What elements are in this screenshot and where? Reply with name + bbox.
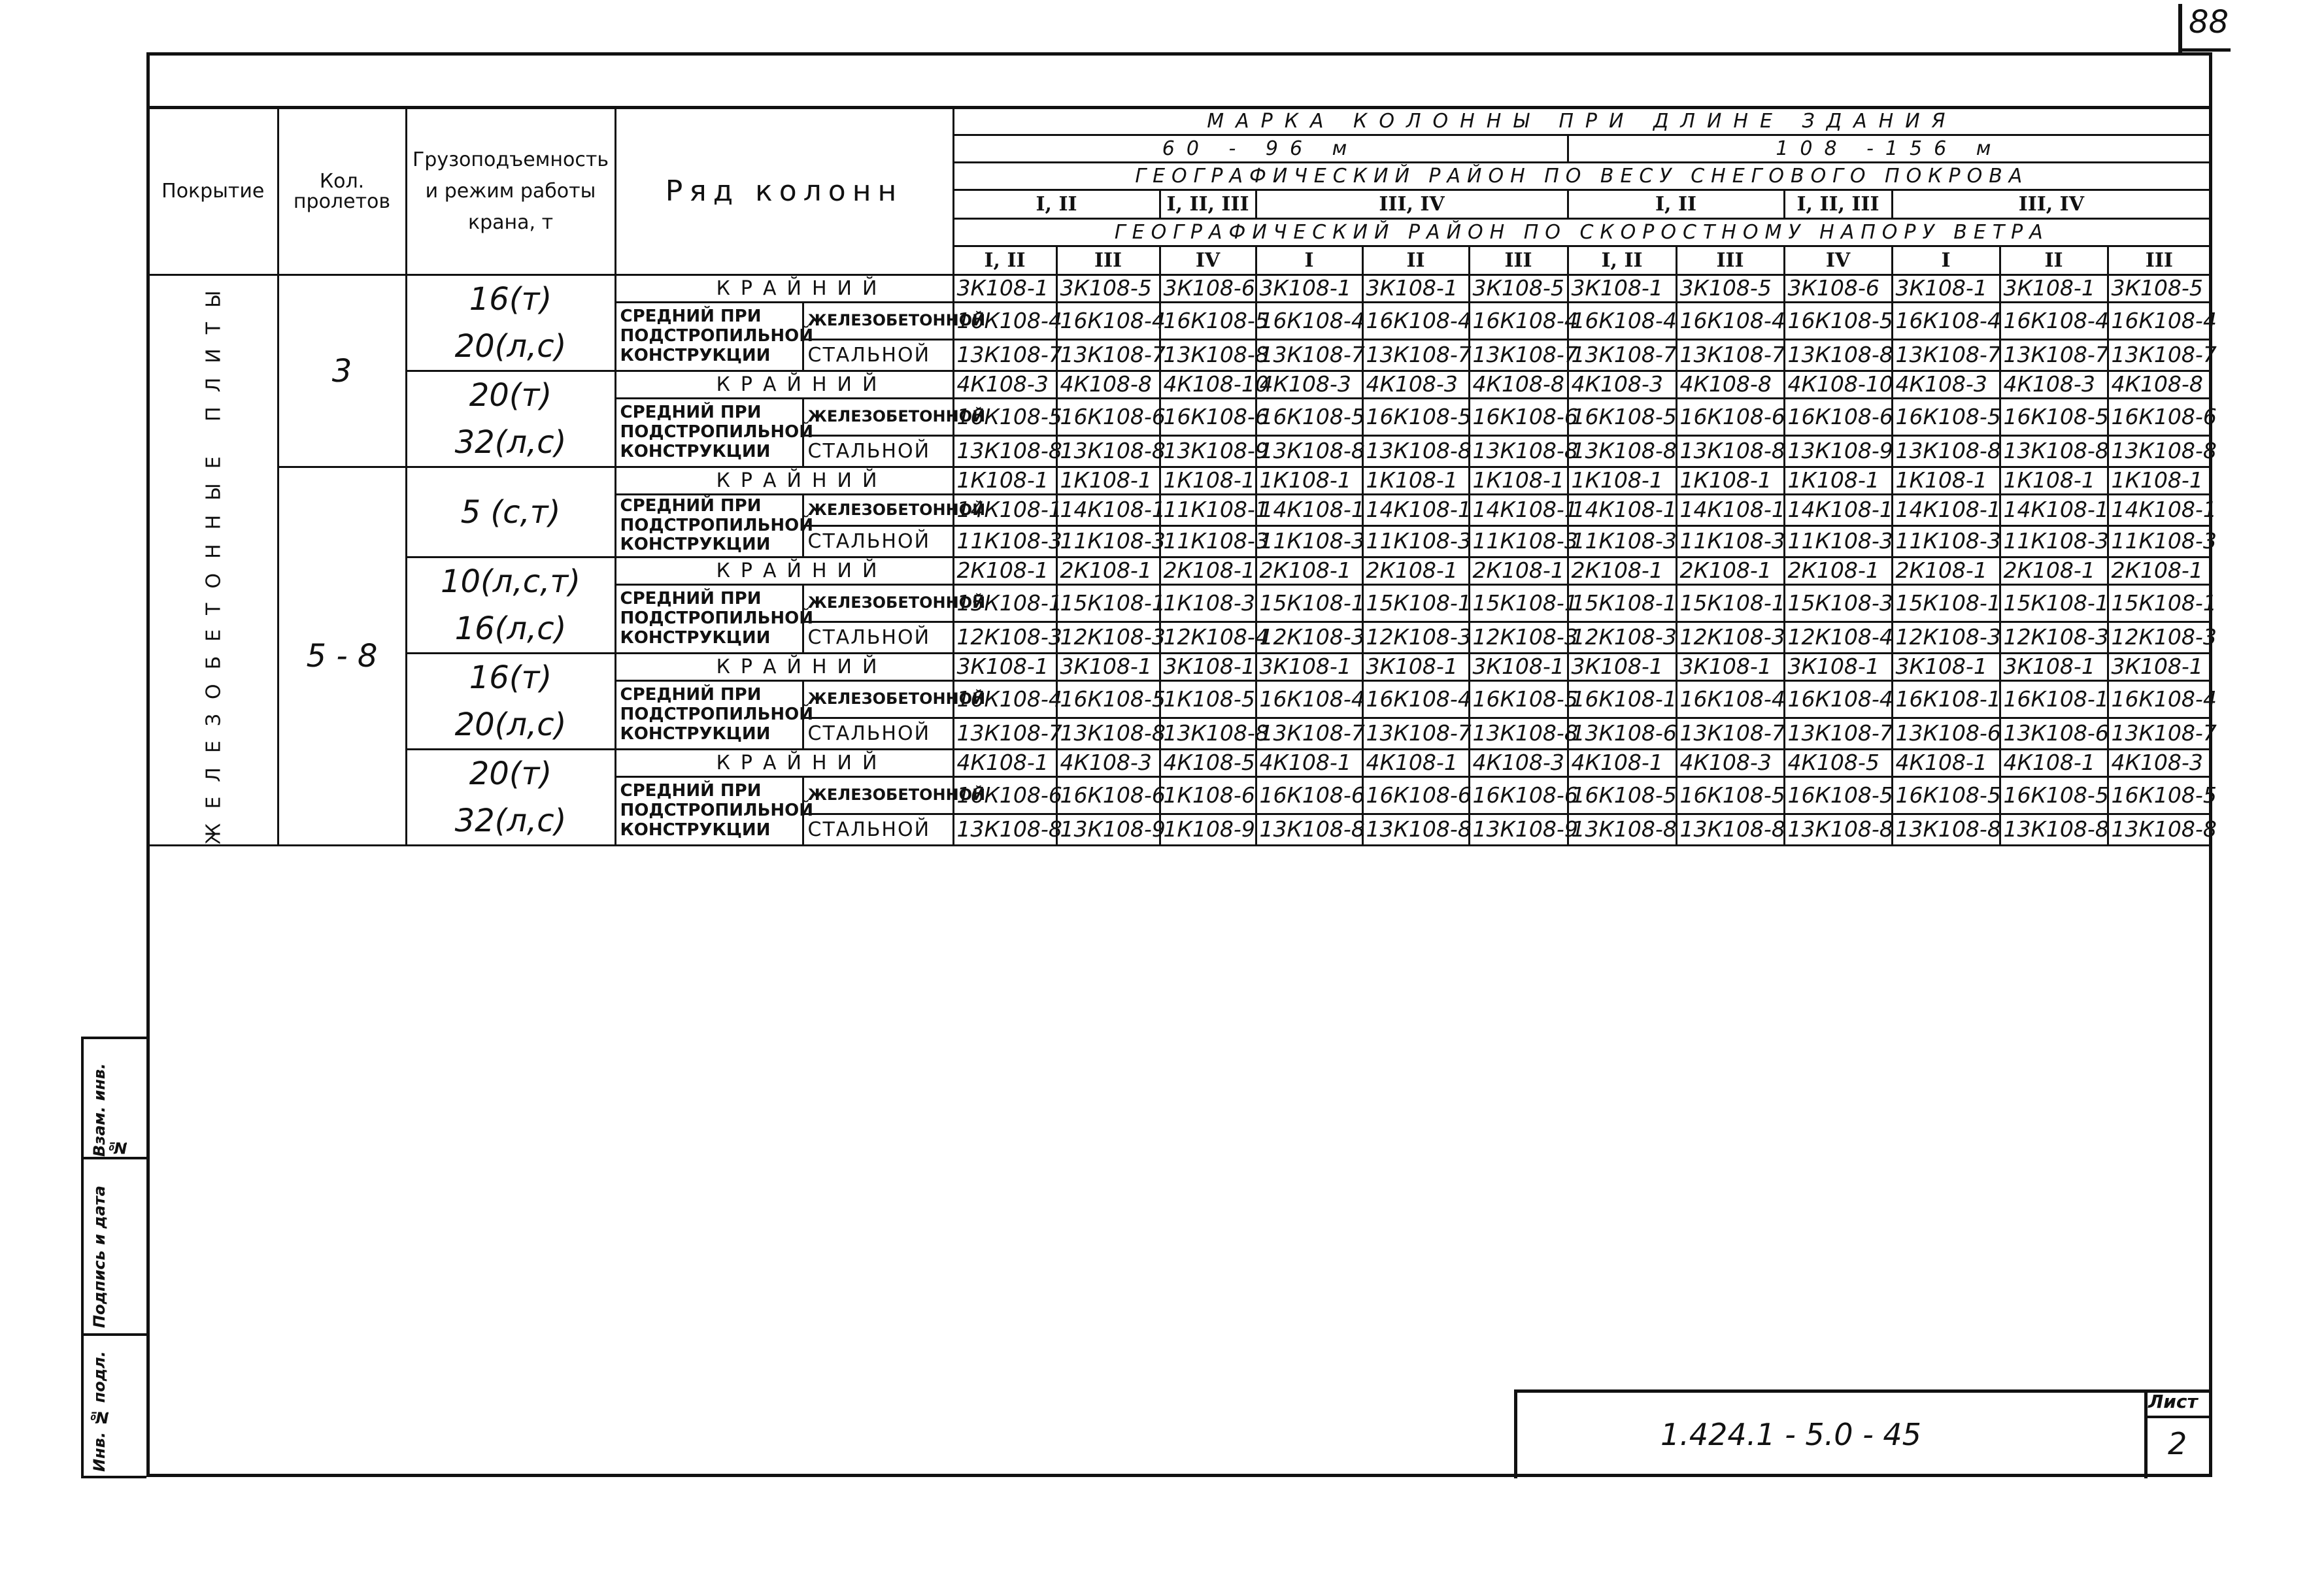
column-mark-cell: 13К108-8 <box>1160 718 1256 750</box>
column-mark-cell: 16К108-1 <box>1568 681 1676 718</box>
column-mark-cell: 2К108-1 <box>1892 557 2000 585</box>
table-row <box>149 371 2210 399</box>
side-stamp-inventory: Инв. № подл. <box>90 1351 109 1472</box>
column-mark-cell: 3К108-1 <box>1568 654 1676 681</box>
column-mark-cell: 2К108-1 <box>1469 557 1568 585</box>
column-mark-cell: 13К108-8 <box>1784 340 1892 371</box>
header-covering: Покрытие <box>149 108 278 275</box>
column-mark-cell: 13К108-8 <box>953 814 1056 846</box>
column-mark-cell: 12К108-3 <box>1469 622 1568 654</box>
column-mark-cell: 15К108-3 <box>1784 585 1892 622</box>
column-mark-cell: 12К108-3 <box>1256 622 1362 654</box>
header-length-b: 108 -156 м <box>1568 135 2210 163</box>
column-mark-cell: 4К108-3 <box>953 371 1056 399</box>
column-mark-cell: 14К108-1 <box>1784 495 1892 526</box>
column-mark-cell: 14К108-1 <box>1892 495 2000 526</box>
column-mark-cell: 3К108-1 <box>1892 275 2000 303</box>
column-mark-cell: 11К108-3 <box>1160 526 1256 557</box>
column-mark-cell: 13К108-7 <box>1362 340 1469 371</box>
truss-steel-label: СТАЛЬНОЙ <box>803 436 953 467</box>
column-mark-cell: 16К108-5 <box>1568 777 1676 814</box>
table-row <box>149 654 2210 681</box>
column-mark-cell: 16К108-5 <box>1784 777 1892 814</box>
column-mark-cell: 13К108-8 <box>1056 436 1160 467</box>
column-mark-cell: 11К108-3 <box>953 526 1056 557</box>
wind-column-header: III <box>1469 246 1568 275</box>
column-mark-cell: 11К108-3 <box>1676 526 1784 557</box>
table-row <box>149 750 2210 777</box>
truss-rc-label: ЖЕЛЕЗОБЕТОННОЙ <box>803 585 953 622</box>
snow-group-header: I, II, III <box>1160 190 1256 219</box>
table-row <box>149 275 2210 303</box>
column-mark-cell: 1К108-5 <box>1160 681 1256 718</box>
table-row <box>149 467 2210 495</box>
column-mark-cell: 3К108-5 <box>1469 275 1568 303</box>
column-mark-cell: 13К108-7 <box>953 718 1056 750</box>
column-mark-cell: 3К108-1 <box>1676 654 1784 681</box>
column-mark-cell: 16К108-6 <box>1676 399 1784 436</box>
column-mark-cell: 11К108-3 <box>1469 526 1568 557</box>
column-mark-cell: 16К108-6 <box>1056 777 1160 814</box>
column-mark-cell: 3К108-1 <box>2000 275 2108 303</box>
column-mark-cell: 1К108-3 <box>1160 585 1256 622</box>
column-mark-cell: 13К108-7 <box>2108 718 2210 750</box>
column-mark-cell: 16К108-1 <box>2000 681 2108 718</box>
column-mark-cell: 3К108-1 <box>1892 654 2000 681</box>
column-mark-cell: 16К108-5 <box>1784 303 1892 340</box>
column-mark-cell: 1К108-1 <box>1056 467 1160 495</box>
column-mark-cell: 4К108-5 <box>1784 750 1892 777</box>
column-mark-cell: 15К108-1 <box>1056 585 1160 622</box>
column-mark-cell: 13К108-7 <box>2000 340 2108 371</box>
column-mark-cell: 13К108-9 <box>1160 436 1256 467</box>
column-mark-cell: 16К108-4 <box>1256 303 1362 340</box>
column-mark-cell: 12К108-3 <box>1568 622 1676 654</box>
column-mark-cell: 16К108-5 <box>953 399 1056 436</box>
page-number-rule <box>2178 4 2182 52</box>
column-mark-cell: 13К108-6 <box>1568 718 1676 750</box>
crane-capacity: 5 (с,т) <box>406 467 615 557</box>
span-count: 3 <box>278 275 406 467</box>
side-stamp-divider <box>84 1333 146 1336</box>
column-mark-cell: 1К108-1 <box>1256 467 1362 495</box>
column-mark-cell: 16К108-5 <box>1892 399 2000 436</box>
row-middle-label: СРЕДНИЙ ПРИ ПОДСТРОПИЛЬНОЙ КОНСТРУКЦИИ <box>615 399 803 467</box>
column-mark-cell: 16К108-6 <box>1469 399 1568 436</box>
column-mark-cell: 16К108-6 <box>1160 399 1256 436</box>
column-mark-cell: 16К108-4 <box>1469 303 1568 340</box>
column-mark-cell: 3К108-1 <box>2000 654 2108 681</box>
column-mark-cell: 3К108-1 <box>1256 275 1362 303</box>
column-mark-cell: 4К108-10 <box>1160 371 1256 399</box>
column-mark-cell: 13К108-8 <box>1784 814 1892 846</box>
column-mark-cell: 15К108-1 <box>953 585 1056 622</box>
column-mark-cell: 15К108-1 <box>1676 585 1784 622</box>
column-mark-cell: 16К108-6 <box>1362 777 1469 814</box>
column-mark-cell: 1К108-1 <box>1160 467 1256 495</box>
column-mark-cell: 14К108-1 <box>2000 495 2108 526</box>
column-mark-cell: 12К108-4 <box>1160 622 1256 654</box>
page-number-underline <box>2178 48 2231 52</box>
column-mark-cell: 12К108-3 <box>953 622 1056 654</box>
column-mark-cell: 11К108-3 <box>1568 526 1676 557</box>
column-mark-cell: 16К108-6 <box>1056 399 1160 436</box>
column-mark-cell: 4К108-1 <box>1256 750 1362 777</box>
truss-rc-label: ЖЕЛЕЗОБЕТОННОЙ <box>803 399 953 436</box>
column-mark-cell: 16К108-1 <box>1892 681 2000 718</box>
column-mark-cell: 13К108-8 <box>2108 436 2210 467</box>
column-mark-cell: 1К108-1 <box>2108 467 2210 495</box>
column-mark-cell: 14К108-1 <box>1256 495 1362 526</box>
column-mark-cell: 4К108-8 <box>1676 371 1784 399</box>
column-mark-cell: 11К108-1 <box>1160 495 1256 526</box>
column-mark-cell: 14К108-1 <box>1568 495 1676 526</box>
column-mark-cell: 16К108-5 <box>2000 399 2108 436</box>
column-mark-cell: 4К108-3 <box>1056 750 1160 777</box>
column-mark-cell: 4К108-8 <box>1056 371 1160 399</box>
truss-steel-label: СТАЛЬНОЙ <box>803 526 953 557</box>
column-mark-cell: 13К108-7 <box>1362 718 1469 750</box>
column-mark-cell: 2К108-1 <box>1568 557 1676 585</box>
column-mark-cell: 4К108-5 <box>1160 750 1256 777</box>
column-mark-cell: 15К108-1 <box>2000 585 2108 622</box>
column-mark-cell: 13К108-8 <box>1676 814 1784 846</box>
row-middle-label: СРЕДНИЙ ПРИ ПОДСТРОПИЛЬНОЙ КОНСТРУКЦИИ <box>615 681 803 750</box>
column-mark-cell: 13К108-8 <box>1056 718 1160 750</box>
column-mark-cell: 12К108-3 <box>1676 622 1784 654</box>
row-edge-label: КРАЙНИЙ <box>615 467 953 495</box>
column-mark-cell: 3К108-1 <box>1568 275 1676 303</box>
column-mark-cell: 13К108-7 <box>1892 340 2000 371</box>
column-mark-cell: 14К108-1 <box>1676 495 1784 526</box>
column-mark-cell: 12К108-3 <box>2000 622 2108 654</box>
column-mark-cell: 4К108-3 <box>2108 750 2210 777</box>
column-mark-cell: 16К108-4 <box>1892 303 2000 340</box>
header-snow-region: ГЕОГРАФИЧЕСКИЙ РАЙОН ПО ВЕСУ СНЕГОВОГО ПОКРОВА <box>953 163 2210 190</box>
row-middle-label: СРЕДНИЙ ПРИ ПОДСТРОПИЛЬНОЙ КОНСТРУКЦИИ <box>615 777 803 846</box>
span-count: 5 - 8 <box>278 467 406 846</box>
column-mark-cell: 2К108-1 <box>953 557 1056 585</box>
column-mark-cell: 13К108-7 <box>1568 340 1676 371</box>
header-column-mark: МАРКА КОЛОННЫ ПРИ ДЛИНЕ ЗДАНИЯ <box>953 108 2210 135</box>
column-mark-cell: 2К108-1 <box>2108 557 2210 585</box>
truss-steel-label: СТАЛЬНОЙ <box>803 718 953 750</box>
column-mark-cell: 11К108-3 <box>1056 526 1160 557</box>
snow-group-header: I, II <box>953 190 1160 219</box>
column-mark-cell: 16К108-5 <box>1568 399 1676 436</box>
column-mark-cell: 16К108-5 <box>1362 399 1469 436</box>
row-edge-label: КРАЙНИЙ <box>615 654 953 681</box>
column-mark-cell: 13К108-7 <box>2108 340 2210 371</box>
crane-capacity: 20(т) 32(л,с) <box>406 750 615 846</box>
column-mark-cell: 3К108-1 <box>1362 654 1469 681</box>
column-mark-cell: 16К108-4 <box>1056 303 1160 340</box>
column-mark-cell: 2К108-1 <box>1256 557 1362 585</box>
column-mark-cell: 13К108-8 <box>1892 814 2000 846</box>
truss-rc-label: ЖЕЛЕЗОБЕТОННОЙ <box>803 495 953 526</box>
row-edge-label: КРАЙНИЙ <box>615 557 953 585</box>
column-mark-cell: 4К108-3 <box>1469 750 1568 777</box>
covering-label: ЖЕЛЕЗОБЕТОННЫЕ ПЛИТЫ <box>149 275 278 846</box>
column-mark-cell: 4К108-3 <box>1892 371 2000 399</box>
column-mark-cell: 15К108-1 <box>2108 585 2210 622</box>
row-edge-label: КРАЙНИЙ <box>615 275 953 303</box>
column-mark-cell: 12К108-3 <box>1362 622 1469 654</box>
column-mark-cell: 1К108-1 <box>1784 467 1892 495</box>
column-mark-cell: 13К108-7 <box>953 340 1056 371</box>
table-row <box>149 557 2210 585</box>
column-mark-cell: 14К108-1 <box>1056 495 1160 526</box>
column-mark-cell: 3К108-6 <box>1784 275 1892 303</box>
truss-rc-label: ЖЕЛЕЗОБЕТОННОЙ <box>803 303 953 340</box>
wind-column-header: I <box>1892 246 2000 275</box>
column-mark-cell: 4К108-10 <box>1784 371 1892 399</box>
header-wind-region: ГЕОГРАФИЧЕСКИЙ РАЙОН ПО СКОРОСТНОМУ НАПОРУ ВЕТРА <box>953 219 2210 246</box>
column-mark-cell: 14К108-1 <box>953 495 1056 526</box>
column-mark-cell: 16К108-6 <box>1784 399 1892 436</box>
column-mark-cell: 16К108-5 <box>2000 777 2108 814</box>
row-middle-label: СРЕДНИЙ ПРИ ПОДСТРОПИЛЬНОЙ КОНСТРУКЦИИ <box>615 303 803 371</box>
column-mark-cell: 16К108-5 <box>1469 681 1568 718</box>
row-middle-label: СРЕДНИЙ ПРИ ПОДСТРОПИЛЬНОЙ КОНСТРУКЦИИ <box>615 495 803 557</box>
column-mark-cell: 16К108-4 <box>2108 303 2210 340</box>
column-mark-cell: 3К108-1 <box>1160 654 1256 681</box>
column-mark-cell: 13К108-8 <box>1160 340 1256 371</box>
column-mark-cell: 13К108-8 <box>2000 436 2108 467</box>
column-mark-cell: 13К108-8 <box>1892 436 2000 467</box>
column-mark-cell: 3К108-1 <box>953 275 1056 303</box>
snow-group-header: I, II <box>1568 190 1784 219</box>
column-mark-cell: 13К108-7 <box>1256 340 1362 371</box>
column-mark-cell: 13К108-6 <box>1892 718 2000 750</box>
column-mark-cell: 14К108-1 <box>1362 495 1469 526</box>
column-mark-cell: 16К108-4 <box>1676 681 1784 718</box>
row-middle-label: СРЕДНИЙ ПРИ ПОДСТРОПИЛЬНОЙ КОНСТРУКЦИИ <box>615 585 803 654</box>
column-mark-cell: 12К108-3 <box>2108 622 2210 654</box>
column-mark-cell: 1К108-1 <box>1362 467 1469 495</box>
page-number: 88 <box>2189 4 2229 41</box>
snow-group-header: I, II, III <box>1784 190 1892 219</box>
column-mark-cell: 16К108-5 <box>1160 303 1256 340</box>
column-mark-cell: 13К108-8 <box>2000 814 2108 846</box>
column-mark-cell: 3К108-1 <box>953 654 1056 681</box>
column-mark-cell: 16К108-4 <box>1362 681 1469 718</box>
column-mark-cell: 12К108-3 <box>1892 622 2000 654</box>
column-mark-cell: 13К108-8 <box>1362 436 1469 467</box>
document-code: 1.424.1 - 5.0 - 45 <box>1660 1417 1921 1452</box>
truss-rc-label: ЖЕЛЕЗОБЕТОННОЙ <box>803 681 953 718</box>
column-mark-cell: 13К108-8 <box>1568 814 1676 846</box>
crane-capacity: 16(т) 20(л,с) <box>406 275 615 371</box>
column-mark-cell: 4К108-1 <box>2000 750 2108 777</box>
crane-capacity: 10(л,с,т) 16(л,с) <box>406 557 615 654</box>
column-mark-cell: 3К108-1 <box>1362 275 1469 303</box>
column-mark-cell: 1К108-1 <box>1469 467 1568 495</box>
column-mark-cell: 4К108-8 <box>2108 371 2210 399</box>
column-mark-cell: 16К108-5 <box>2108 777 2210 814</box>
column-mark-cell: 3К108-1 <box>1056 654 1160 681</box>
column-mark-cell: 13К108-8 <box>1362 814 1469 846</box>
column-mark-cell: 3К108-5 <box>1056 275 1160 303</box>
truss-steel-label: СТАЛЬНОЙ <box>803 340 953 371</box>
column-mark-cell: 13К108-6 <box>2000 718 2108 750</box>
sheet-box-divider <box>2144 1416 2212 1418</box>
wind-column-header: III <box>1676 246 1784 275</box>
column-mark-cell: 1К108-1 <box>2000 467 2108 495</box>
column-mark-cell: 2К108-1 <box>2000 557 2108 585</box>
column-mark-cell: 4К108-3 <box>1568 371 1676 399</box>
column-mark-cell: 13К108-7 <box>1256 718 1362 750</box>
side-stamp-replacement: Взам. инв. № <box>90 1063 127 1157</box>
column-mark-cell: 13К108-8 <box>1256 814 1362 846</box>
row-edge-label: КРАЙНИЙ <box>615 371 953 399</box>
column-mark-cell: 11К108-3 <box>1892 526 2000 557</box>
snow-group-header: III, IV <box>1892 190 2210 219</box>
column-mark-cell: 16К108-6 <box>1256 777 1362 814</box>
column-mark-cell: 11К108-3 <box>2108 526 2210 557</box>
column-mark-cell: 2К108-1 <box>1784 557 1892 585</box>
column-mark-cell: 13К108-7 <box>1784 718 1892 750</box>
side-stamp <box>81 1037 146 1478</box>
column-mark-cell: 4К108-3 <box>1676 750 1784 777</box>
header-length-a: 60 - 96 м <box>953 135 1568 163</box>
column-mark-cell: 1К108-6 <box>1160 777 1256 814</box>
truss-steel-label: СТАЛЬНОЙ <box>803 622 953 654</box>
column-mark-cell: 15К108-1 <box>1568 585 1676 622</box>
wind-column-header: III <box>2108 246 2210 275</box>
column-mark-cell: 3К108-6 <box>1160 275 1256 303</box>
column-mark-table <box>149 106 2217 846</box>
column-mark-cell: 15К108-1 <box>1892 585 2000 622</box>
column-mark-cell: 3К108-1 <box>1469 654 1568 681</box>
column-mark-cell: 16К108-6 <box>1469 777 1568 814</box>
column-mark-cell: 14К108-1 <box>1469 495 1568 526</box>
column-mark-cell: 2К108-1 <box>1676 557 1784 585</box>
column-mark-cell: 3К108-5 <box>1676 275 1784 303</box>
column-mark-cell: 16К108-4 <box>2000 303 2108 340</box>
column-mark-cell: 4К108-3 <box>2000 371 2108 399</box>
column-mark-cell: 12К108-3 <box>1056 622 1160 654</box>
column-mark-cell: 13К108-9 <box>1469 814 1568 846</box>
column-mark-cell: 13К108-9 <box>1056 814 1160 846</box>
column-mark-cell: 13К108-8 <box>953 436 1056 467</box>
column-mark-cell: 16К108-5 <box>1892 777 2000 814</box>
wind-column-header: II <box>2000 246 2108 275</box>
column-mark-cell: 1К108-1 <box>1568 467 1676 495</box>
column-mark-cell: 16К108-5 <box>1256 399 1362 436</box>
column-mark-cell: 3К108-1 <box>1256 654 1362 681</box>
side-stamp-signature: Подпись и дата <box>90 1186 109 1328</box>
column-mark-cell: 11К108-3 <box>1784 526 1892 557</box>
column-mark-cell: 15К108-1 <box>1469 585 1568 622</box>
column-mark-cell: 11К108-3 <box>1256 526 1362 557</box>
column-mark-cell: 3К108-1 <box>2108 654 2210 681</box>
column-mark-cell: 4К108-1 <box>1568 750 1676 777</box>
column-mark-cell: 4К108-1 <box>1362 750 1469 777</box>
column-mark-cell: 11К108-3 <box>1362 526 1469 557</box>
column-mark-cell: 13К108-7 <box>1056 340 1160 371</box>
truss-rc-label: ЖЕЛЕЗОБЕТОННОЙ <box>803 777 953 814</box>
wind-column-header: I, II <box>1568 246 1676 275</box>
column-mark-cell: 13К108-8 <box>1469 436 1568 467</box>
column-mark-cell: 13К108-7 <box>1469 340 1568 371</box>
header-spans-count: Кол. пролетов <box>278 108 406 275</box>
column-mark-cell: 3К108-5 <box>2108 275 2210 303</box>
wind-column-header: IV <box>1160 246 1256 275</box>
header-column-row: Ряд колонн <box>615 108 953 275</box>
column-mark-cell: 13К108-8 <box>2108 814 2210 846</box>
column-mark-cell: 16К108-4 <box>953 303 1056 340</box>
column-mark-cell: 16К108-6 <box>953 777 1056 814</box>
column-mark-cell: 4К108-3 <box>1256 371 1362 399</box>
column-mark-cell: 16К108-4 <box>1362 303 1469 340</box>
sheet-label: Лист <box>2148 1391 2198 1412</box>
truss-steel-label: СТАЛЬНОЙ <box>803 814 953 846</box>
column-mark-cell: 16К108-4 <box>1568 303 1676 340</box>
row-edge-label: КРАЙНИЙ <box>615 750 953 777</box>
column-mark-cell: 16К108-5 <box>1056 681 1160 718</box>
column-mark-cell: 1К108-1 <box>1676 467 1784 495</box>
sheet-number: 2 <box>2168 1426 2187 1461</box>
wind-column-header: I <box>1256 246 1362 275</box>
crane-capacity: 20(т) 32(л,с) <box>406 371 615 467</box>
column-mark-cell: 16К108-4 <box>1784 681 1892 718</box>
side-stamp-divider <box>84 1157 146 1159</box>
column-mark-cell: 14К108-1 <box>2108 495 2210 526</box>
column-mark-cell: 16К108-4 <box>2108 681 2210 718</box>
column-mark-cell: 12К108-4 <box>1784 622 1892 654</box>
column-mark-cell: 16К108-6 <box>2108 399 2210 436</box>
column-mark-cell: 1К108-1 <box>1892 467 2000 495</box>
wind-column-header: II <box>1362 246 1469 275</box>
wind-column-header: I, II <box>953 246 1056 275</box>
snow-group-header: III, IV <box>1256 190 1568 219</box>
column-mark-cell: 4К108-3 <box>1362 371 1469 399</box>
column-mark-cell: 16К108-4 <box>953 681 1056 718</box>
column-mark-cell: 4К108-1 <box>1892 750 2000 777</box>
column-mark-cell: 2К108-1 <box>1056 557 1160 585</box>
column-mark-cell: 1К108-1 <box>953 467 1056 495</box>
column-mark-cell: 16К108-5 <box>1676 777 1784 814</box>
wind-column-header: IV <box>1784 246 1892 275</box>
column-mark-cell: 2К108-1 <box>1160 557 1256 585</box>
column-mark-cell: 2К108-1 <box>1362 557 1469 585</box>
column-mark-cell: 13К108-8 <box>1676 436 1784 467</box>
column-mark-cell: 13К108-7 <box>1676 340 1784 371</box>
column-mark-cell: 15К108-1 <box>1256 585 1362 622</box>
column-mark-cell: 15К108-1 <box>1362 585 1469 622</box>
column-mark-cell: 13К108-8 <box>1568 436 1676 467</box>
column-mark-cell: 13К108-8 <box>1469 718 1568 750</box>
column-mark-cell: 13К108-7 <box>1676 718 1784 750</box>
column-mark-cell: 1К108-9 <box>1160 814 1256 846</box>
column-mark-cell: 13К108-8 <box>1256 436 1362 467</box>
column-mark-cell: 16К108-4 <box>1676 303 1784 340</box>
header-crane-capacity: Грузоподъемность и режим работы крана, т <box>406 108 615 275</box>
crane-capacity: 16(т) 20(л,с) <box>406 654 615 750</box>
column-mark-cell: 4К108-8 <box>1469 371 1568 399</box>
column-mark-cell: 11К108-3 <box>2000 526 2108 557</box>
wind-column-header: III <box>1056 246 1160 275</box>
column-mark-cell: 4К108-1 <box>953 750 1056 777</box>
column-mark-cell: 3К108-1 <box>1784 654 1892 681</box>
column-mark-cell: 16К108-4 <box>1256 681 1362 718</box>
column-mark-cell: 13К108-9 <box>1784 436 1892 467</box>
